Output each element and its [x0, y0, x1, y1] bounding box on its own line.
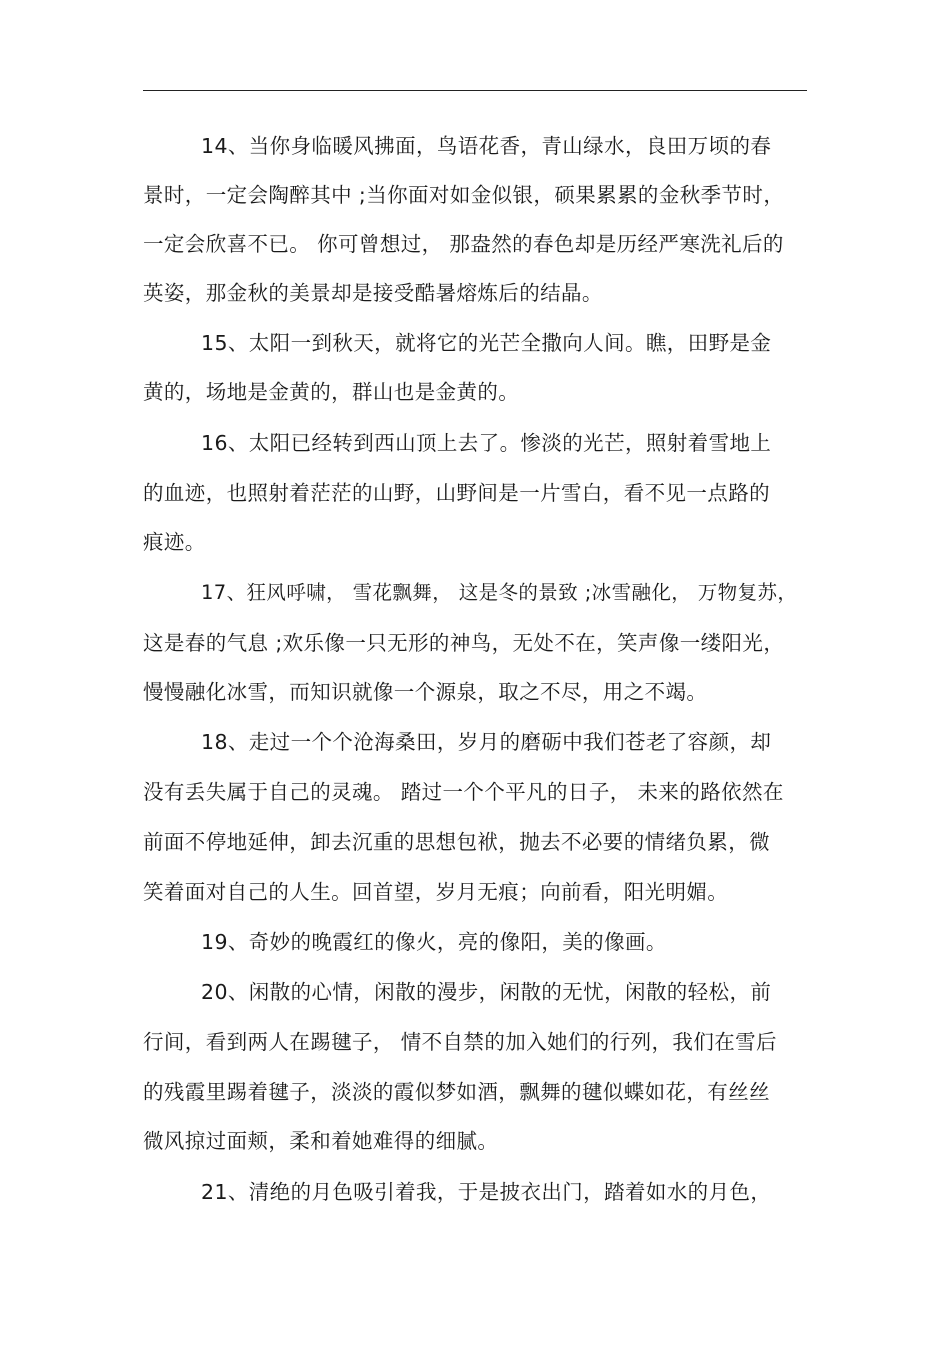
paragraph-14-line-1: 14、当你身临暖风拂面，鸟语花香，青山绿水，良田万顷的春 — [201, 134, 772, 158]
paragraph-15-line-2: 黄的，场地是金黄的，群山也是金黄的。 — [143, 380, 520, 404]
paragraph-17-line-1: 17、狂风呼啸， 雪花飘舞， 这是冬的景致 ;冰雪融化， 万物复苏， — [201, 581, 798, 604]
paragraph-19-line-1: 19、奇妙的晚霞红的像火，亮的像阳，美的像画。 — [201, 930, 667, 954]
header-rule — [143, 90, 807, 91]
paragraph-14-line-4: 英姿，那金秋的美景却是接受酷暑熔炼后的结晶。 — [143, 281, 603, 305]
paragraph-18-line-3: 前面不停地延伸，卸去沉重的思想包袱，抛去不必要的情绪负累，微 — [143, 830, 770, 854]
paragraph-17-line-3: 慢慢融化冰雪，而知识就像一个源泉，取之不尽，用之不竭。 — [143, 680, 708, 704]
paragraph-16-line-3: 痕迹。 — [143, 530, 206, 554]
paragraph-18-line-4: 笑着面对自己的人生。回首望，岁月无痕；向前看，阳光明媚。 — [143, 880, 729, 904]
paragraph-15-line-1: 15、太阳一到秋天，就将它的光芒全撒向人间。瞧，田野是金 — [201, 331, 772, 355]
paragraph-14-line-2: 景时，一定会陶醉其中 ;当你面对如金似银，硕果累累的金秋季节时， — [143, 183, 785, 207]
paragraph-16-line-2: 的血迹，也照射着茫茫的山野，山野间是一片雪白，看不见一点路的 — [143, 481, 770, 505]
paragraph-21-line-1: 21、清绝的月色吸引着我，于是披衣出门，踏着如水的月色， — [201, 1180, 772, 1204]
paragraph-18-line-2: 没有丢失属于自己的灵魂。 踏过一个个平凡的日子， 未来的路依然在 — [143, 780, 784, 804]
paragraph-18-line-1: 18、走过一个个沧海桑田，岁月的磨砺中我们苍老了容颜，却 — [201, 730, 772, 754]
paragraph-17-line-2: 这是春的气息 ;欢乐像一只无形的神鸟，无处不在，笑声像一缕阳光， — [143, 631, 785, 655]
paragraph-20-line-3: 的残霞里踢着毽子，淡淡的霞似梦如酒，飘舞的毽似蝶如花，有丝丝 — [143, 1080, 770, 1104]
paragraph-14-line-3: 一定会欣喜不已。 你可曾想过， 那盎然的春色却是历经严寒洗礼后的 — [143, 232, 784, 256]
paragraph-20-line-2: 行间，看到两人在踢毽子， 情不自禁的加入她们的行列，我们在雪后 — [143, 1030, 777, 1054]
paragraph-16-line-1: 16、太阳已经转到西山顶上去了。惨淡的光芒，照射着雪地上 — [201, 431, 772, 455]
paragraph-20-line-1: 20、闲散的心情，闲散的漫步，闲散的无忧，闲散的轻松，前 — [201, 980, 772, 1004]
paragraph-20-line-4: 微风掠过面颊，柔和着她难得的细腻。 — [143, 1129, 499, 1153]
